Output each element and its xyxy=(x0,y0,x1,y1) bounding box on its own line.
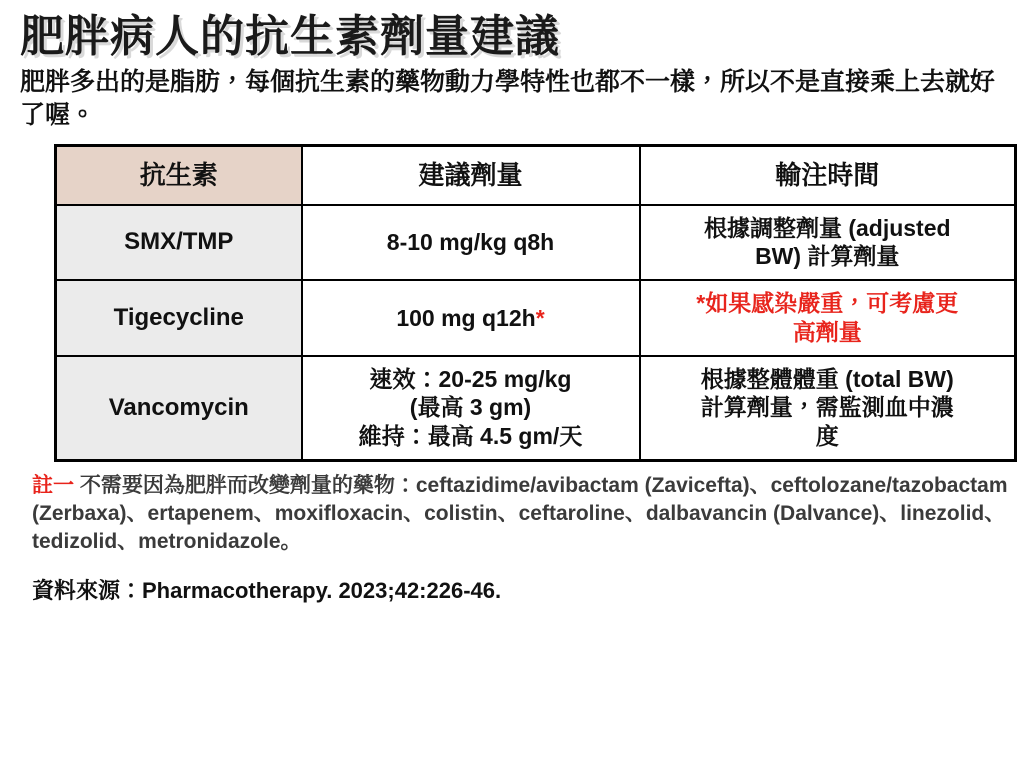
cell-infusion xyxy=(640,280,1016,356)
dose-asterisk: * xyxy=(535,304,545,331)
cell-dose xyxy=(302,356,640,461)
infusion-line: 根據調整劑量 (adjusted xyxy=(703,214,951,241)
cell-dose xyxy=(302,280,640,356)
infusion-line: 高劑量 xyxy=(792,318,862,345)
column-header-infusion: 輸注時間 xyxy=(640,146,1016,205)
cell-infusion xyxy=(640,356,1016,461)
infusion-line: 度 xyxy=(815,423,839,450)
infusion-line: *如果感染嚴重，可考慮更 xyxy=(696,290,959,317)
infusion-line: BW) 計算劑量 xyxy=(755,243,900,270)
table-row xyxy=(56,205,1016,281)
column-header-dose: 建議劑量 xyxy=(302,146,640,205)
footnote-tag: 註一 xyxy=(32,473,74,497)
cell-drug-name: Tigecycline xyxy=(56,280,302,356)
dose-line: (最高 3 gm) xyxy=(409,394,532,421)
table-header-row xyxy=(56,146,1016,205)
cell-infusion xyxy=(640,205,1016,281)
infusion-line: 根據整體體重 (total BW) xyxy=(700,365,954,392)
table-row xyxy=(56,356,1016,461)
antibiotic-dosing-table xyxy=(54,144,1017,462)
dose-text: 100 mg q12h xyxy=(396,304,536,331)
cell-dose xyxy=(302,205,640,281)
intro-paragraph: 肥胖多出的是脂肪，每個抗生素的藥物動力學特性也都不一樣，所以不是直接乘上去就好了喔。 xyxy=(20,68,996,130)
table-row xyxy=(56,280,1016,356)
dose-line: 維持：最高 4.5 gm/天 xyxy=(358,423,583,450)
source-citation: 資料來源：Pharmacotherapy. 2023;42:226-46. xyxy=(32,577,502,603)
dose-line: 速效：20-25 mg/kg xyxy=(369,365,572,392)
infusion-line: 計算劑量，需監測血中濃 xyxy=(700,394,954,421)
footnote-text: 不需要因為肥胖而改變劑量的藥物：ceftazidime/avibactam (Zavicefta)、ceftolozane/tazobactam (Zerbaxa)、ertapenem、moxifloxacin、colistin、ceftaroline、dalbavancin (Dalvance)、linezolid、tedizolid、metronidazole。 xyxy=(32,473,1008,553)
page-title: 肥胖病人的抗生素劑量建議 xyxy=(20,12,560,61)
cell-drug-name: Vancomycin xyxy=(56,356,302,461)
dose-line: 8-10 mg/kg q8h xyxy=(386,229,555,256)
dose-line xyxy=(309,304,633,333)
footnote-note-one xyxy=(32,472,1024,556)
footnotes xyxy=(32,472,1024,605)
cell-drug-name: SMX/TMP xyxy=(56,205,302,281)
column-header-drug: 抗生素 xyxy=(56,146,302,205)
